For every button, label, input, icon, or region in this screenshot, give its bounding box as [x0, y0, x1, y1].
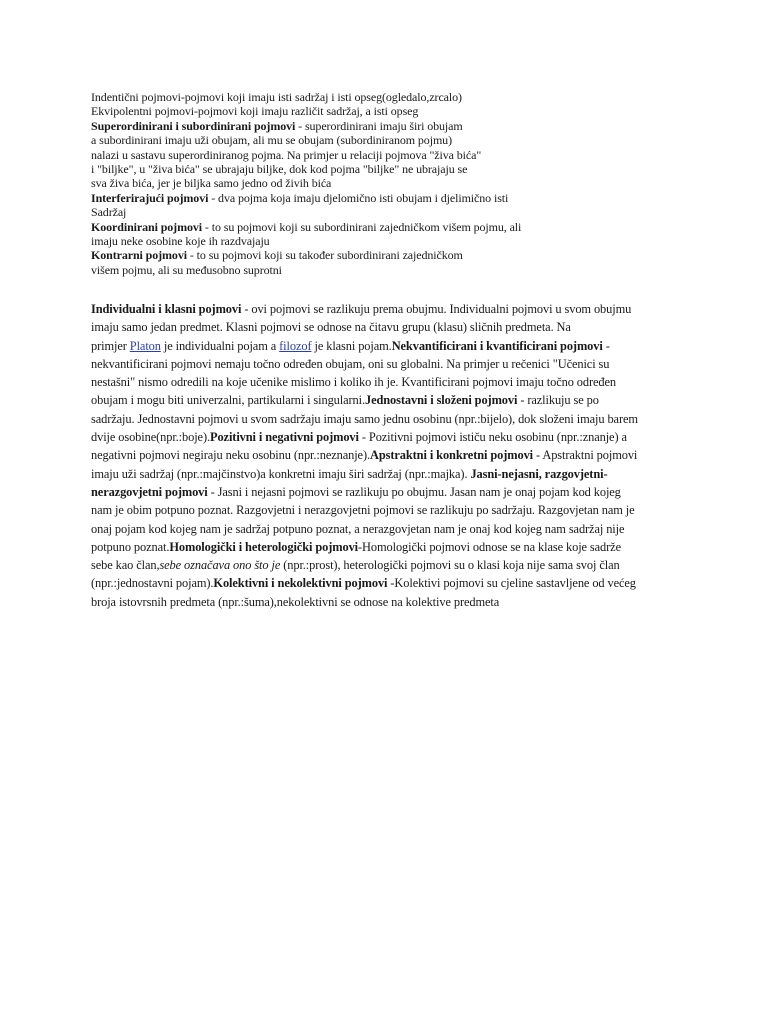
- body-text: a subordinirani imaju uži obujam, ali mu se obujam (subordiniranom pojmu): [91, 133, 452, 148]
- text-line: [91, 191, 611, 205]
- body-text: dvije osobine(npr.:boje).: [91, 430, 210, 445]
- body-text: Sadržaj: [91, 205, 127, 220]
- text-line: [91, 248, 611, 262]
- text-line: [91, 593, 649, 611]
- text-line: [91, 538, 649, 556]
- text-line: [91, 220, 611, 234]
- text-line: [91, 337, 649, 355]
- text-line: [91, 300, 649, 318]
- body-text: - dva pojma koja imaju djelomično isti obujam i djelimično isti: [208, 190, 509, 205]
- body-text: - ovi pojmovi se razlikuju prema obujmu. Individualni pojmovi u svom obujmu: [241, 302, 632, 316]
- body-text: -: [602, 338, 610, 353]
- wiki-link[interactable]: filozof: [279, 338, 312, 353]
- body-text: -Kolektivi pojmovi su cjeline sastavljene od većeg: [387, 576, 636, 591]
- term-heading: Nekvantificirani i kvantificirani pojmovi: [391, 338, 603, 353]
- body-text: sva živa bića, jer je biljka samo jedno od živih bića: [91, 176, 332, 191]
- body-text: sebe kao član,: [91, 558, 160, 573]
- body-text: je klasni pojam.: [311, 338, 392, 353]
- body-text: - to su pojmovi koji su također subordinirani zajedničkom: [186, 248, 463, 263]
- body-text: višem pojmu, ali su međusobno suprotni: [91, 262, 282, 277]
- term-heading: Superordinirani i subordinirani pojmovi: [91, 118, 296, 133]
- body-text: - razlikuju se po: [517, 393, 599, 408]
- term-heading: Jednostavni i složeni pojmovi: [364, 393, 518, 408]
- body-text: - Apstraktni pojmovi: [533, 448, 638, 463]
- body-text: nalazi u sastavu superordiniranog pojma. Na primjer u relaciji pojmova "živa bića": [91, 147, 482, 162]
- text-line: [91, 373, 649, 391]
- text-line: [91, 428, 649, 446]
- concept-relations-section: [91, 90, 611, 277]
- wiki-link[interactable]: Platon: [129, 338, 161, 353]
- body-text: -Homologički pojmovi odnose se na klase koje sadrže: [358, 539, 621, 554]
- term-heading: Apstraktni i konkretni pojmovi: [369, 448, 534, 463]
- body-text: - Jasni i nejasni pojmovi se razlikuju po obujmu. Jasan nam je onaj pojam kod kojeg: [207, 484, 621, 499]
- text-line: [91, 263, 611, 277]
- body-text: je individualni pojam a: [160, 338, 280, 353]
- body-text: - Pozitivni pojmovi ističu neku osobinu (npr.:znanje) a: [358, 430, 627, 445]
- body-text: nam je obim potpuno poznat. Razgovjetni i nerazgovjetni pojmovi se razlikuju po sadržaju. Razgovjetan nam je: [91, 503, 635, 518]
- text-line: [91, 446, 649, 464]
- text-line: [91, 501, 649, 519]
- text-line: [91, 104, 611, 118]
- text-line: [91, 176, 611, 190]
- text-line: [91, 205, 611, 219]
- text-line: [91, 133, 611, 147]
- text-line: [91, 410, 649, 428]
- body-text: imaju neke osobine koje ih razdvajaju: [91, 234, 270, 249]
- term-heading: Pozitivni i negativni pojmovi: [209, 430, 359, 445]
- body-text: nekvantificirani pojmovi nemaju točno određen obujam, oni su globalni. Na primjer u rečenici "Učenici su: [91, 356, 610, 371]
- text-line: [91, 520, 649, 538]
- body-text: imaju uži sadržaj (npr.:majčinstvo)a konkretni imaju širi sadržaj (npr.:majka).: [91, 466, 468, 481]
- body-text: onaj pojam kod kojeg nam je sadržaj potpuno poznat, a nerazgovjetan nam je onaj kod kojeg nam sadržaj nije: [91, 521, 625, 536]
- body-text: Indentični pojmovi-pojmovi koji imaju isti sadržaj i isti opseg(ogledalo,zrcalo): [91, 90, 462, 104]
- concept-types-section: [91, 300, 649, 611]
- body-text: potpuno poznat.: [91, 539, 170, 554]
- term-heading: Interferirajući pojmovi: [91, 190, 209, 205]
- text-line: [91, 90, 611, 104]
- italic-text: sebe označava ono što je: [159, 558, 281, 573]
- body-text: imaju samo jedan predmet. Klasni pojmovi se odnose na čitavu grupu (klasu) sličnih predmeta. Na: [91, 320, 571, 335]
- text-line: [91, 148, 611, 162]
- text-line: [91, 465, 649, 483]
- term-heading: Koordinirani pojmovi: [91, 219, 203, 234]
- text-line: [91, 574, 649, 592]
- term-heading: Kontrarni pojmovi: [91, 248, 187, 263]
- body-text: nestašni" nismo odredili na koje učenike mislimo i koliko ih je. Kvantificirani pojmovi imaju točno određen: [91, 375, 616, 390]
- body-text: - superordinirani imaju širi obujam: [295, 118, 463, 133]
- body-text: (npr.:prost), heterologički pojmovi su o klasi koja nije sama svoj član: [280, 558, 620, 573]
- text-line: [91, 318, 649, 336]
- body-text: Ekvipolentni pojmovi-pojmovi koji imaju različit sadržaj, a isti opseg: [91, 104, 419, 119]
- term-heading: Individualni i klasni pojmovi: [91, 302, 242, 316]
- body-text: obujam i mogu biti univerzalni, partikularni i singularni.: [91, 393, 365, 408]
- term-heading: Jasni-nejasni, razgovjetni-: [467, 466, 608, 481]
- text-line: [91, 119, 611, 133]
- text-line: [91, 162, 611, 176]
- text-line: [91, 556, 649, 574]
- body-text: broja istovrsnih predmeta (npr.:šuma),nekolektivni se odnose na kolektive predmeta: [91, 594, 500, 609]
- term-heading: nerazgovjetni pojmovi: [91, 484, 208, 499]
- term-heading: Homologički i heterologički pojmovi: [169, 539, 359, 554]
- text-line: [91, 355, 649, 373]
- body-text: sadržaju. Jednostavni pojmovi u svom sadržaju imaju samo jednu osobinu (npr.:bijelo), dok složeni imaju barem: [91, 411, 638, 426]
- body-text: primjer: [91, 338, 130, 353]
- body-text: i "biljke", u "živa bića" se ubrajaju biljke, dok kod pojma "biljke" ne ubrajaju se: [91, 162, 468, 177]
- body-text: negativni pojmovi negiraju neku osobinu (npr.:neznanje).: [91, 448, 370, 463]
- term-heading: Kolektivni i nekolektivni pojmovi: [213, 576, 388, 591]
- body-text: - to su pojmovi koji su subordinirani zajedničkom višem pojmu, ali: [202, 219, 522, 234]
- body-text: (npr.:jednostavni pojam).: [91, 576, 214, 591]
- text-line: [91, 391, 649, 409]
- text-line: [91, 483, 649, 501]
- text-line: [91, 234, 611, 248]
